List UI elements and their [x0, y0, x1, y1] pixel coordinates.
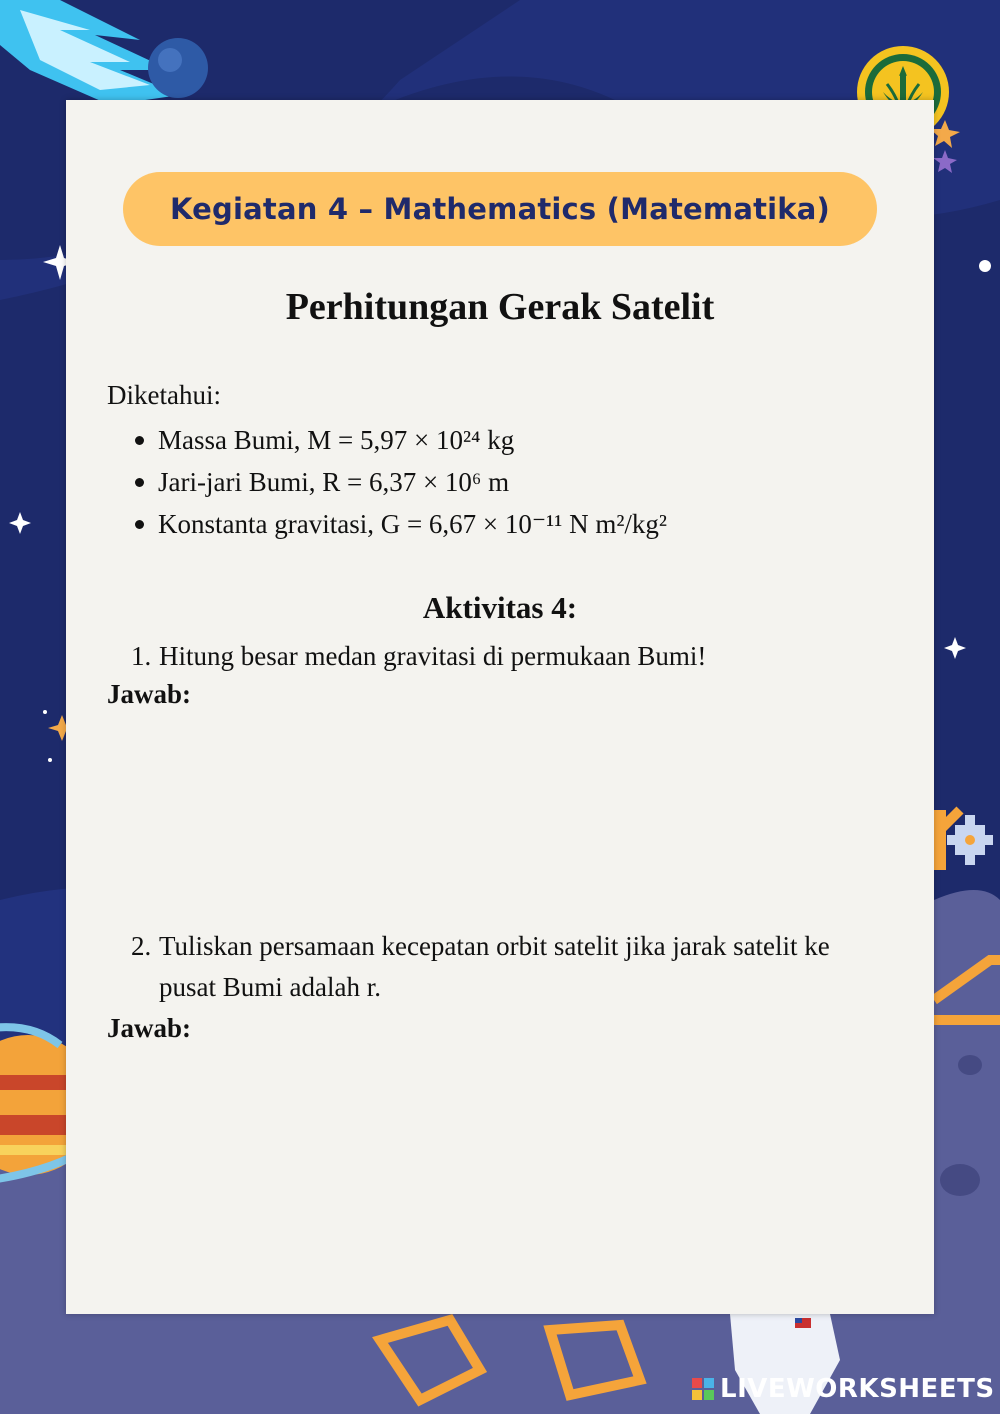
- question-2: [131, 926, 911, 1008]
- known-list: [130, 421, 667, 547]
- question-2-answer-area[interactable]: [107, 1055, 887, 1295]
- question-1-text: Hitung besar medan gravitasi di permukaan Bumi!: [159, 641, 707, 671]
- page-title: Perhitungan Gerak Satelit: [285, 286, 715, 328]
- known-item-radius: Jari-jari Bumi, R = 6,37 × 10⁶ m: [158, 467, 510, 497]
- question-1-answer-label: Jawab:: [107, 679, 192, 709]
- question-1-number: 1.: [131, 641, 152, 671]
- list-item: [130, 463, 667, 505]
- known-item-gravity-constant: Konstanta gravitasi, G = 6,67 × 10⁻¹¹ N m²/kg²: [158, 509, 668, 539]
- list-item: [130, 421, 667, 463]
- list-item: [130, 505, 667, 547]
- bullet-icon: [135, 436, 144, 445]
- question-2-text: Tuliskan persamaan kecepatan orbit satelit jika jarak satelit ke pusat Bumi adalah r.: [159, 931, 830, 1002]
- liveworksheets-logo-icon: [692, 1378, 714, 1400]
- liveworksheets-watermark: [692, 1372, 995, 1406]
- banner-label: Kegiatan 4 – Mathematics (Matematika): [170, 192, 830, 226]
- question-1: [131, 636, 911, 677]
- bullet-icon: [135, 478, 144, 487]
- question-1-answer-area[interactable]: [107, 720, 887, 920]
- activity-banner: [123, 172, 877, 246]
- bullet-icon: [135, 520, 144, 529]
- known-heading: Diketahui:: [107, 380, 221, 410]
- known-item-mass: Massa Bumi, M = 5,97 × 10²⁴ kg: [158, 425, 515, 455]
- watermark-text: LIVEWORKSHEETS: [720, 1374, 995, 1404]
- question-2-answer-label: Jawab:: [107, 1013, 192, 1043]
- activity-title: Aktivitas 4:: [422, 590, 578, 625]
- question-2-number: 2.: [131, 931, 152, 961]
